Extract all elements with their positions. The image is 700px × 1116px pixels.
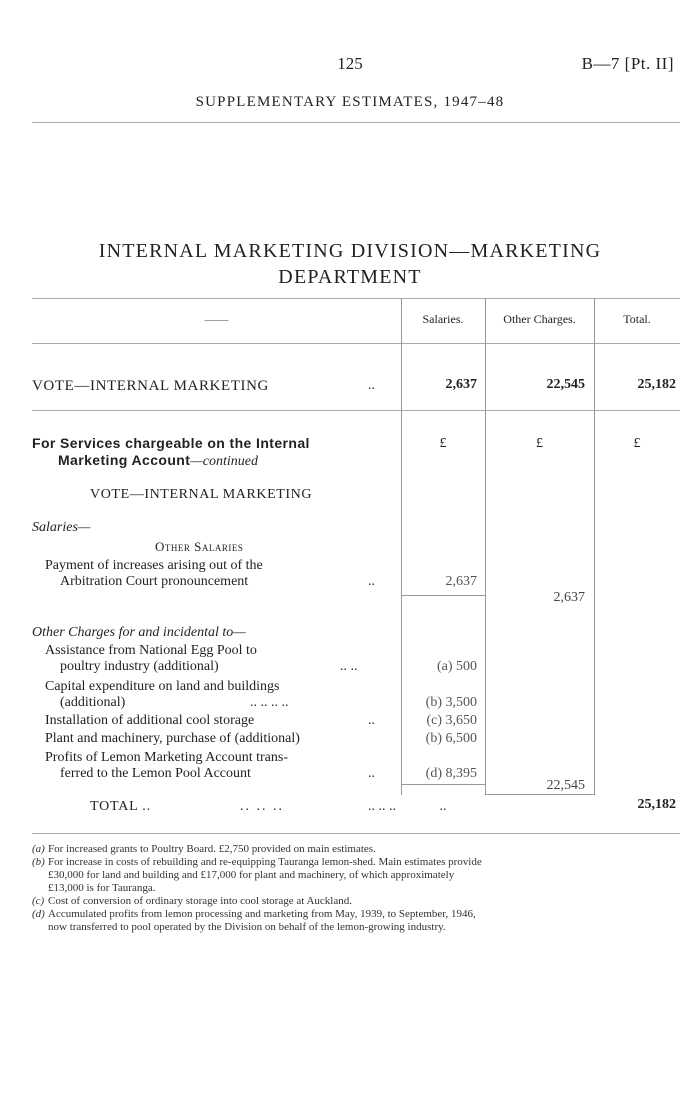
summary-total: 25,182 (637, 377, 676, 392)
salaries-item-line1: Payment of increases arising out of the (45, 558, 263, 573)
total-value: 25,182 (637, 797, 676, 812)
subtotal-rule (401, 784, 485, 785)
subtotal-rule (485, 794, 594, 795)
charge-item-line2: poultry industry (additional) (60, 659, 219, 674)
charge-item-line2: (additional) (60, 695, 126, 710)
charge-item-line1: Capital expenditure on land and buildings (45, 679, 280, 694)
charge-item-value: (d) 8,395 (425, 766, 477, 781)
currency-symbol: £ (536, 436, 543, 451)
page-title (0, 238, 700, 290)
salaries-item-line2: Arbitration Court pronouncement (60, 574, 249, 589)
leader-dots: .. (368, 766, 375, 781)
currency-symbol: £ (633, 436, 641, 451)
section-heading-line1: For Services chargeable on the Internal (32, 435, 310, 451)
leader-dots: .. .. .. (368, 799, 396, 814)
col-divider (594, 410, 595, 795)
subtotal-rule (401, 595, 485, 596)
charge-item-line1: Plant and machinery, purchase of (additional) (45, 731, 300, 746)
charge-item-line1: Installation of additional cool storage (45, 713, 255, 728)
charge-item-line1: Profits of Lemon Marketing Account trans- (45, 750, 289, 765)
col-header-total: Total. (623, 312, 651, 326)
total-label: TOTAL .. (90, 799, 151, 814)
currency-symbol: £ (439, 436, 447, 451)
footnote-a (32, 843, 376, 856)
vote-summary-label: VOTE—INTERNAL MARKETING (32, 378, 269, 394)
footnote-d-line2: now transferred to pool operated by the Division on behalf of the lemon-growing industry. (48, 921, 446, 933)
page-number: 125 (337, 54, 363, 73)
salaries-heading: Salaries— (32, 520, 91, 535)
footnote-mark: (b) (32, 856, 45, 868)
leader-dots: .. .. .. (240, 799, 284, 814)
charge-item-value: (a) 500 (436, 659, 477, 674)
continued-note: —continued (190, 454, 258, 469)
charge-item-value: (b) 3,500 (425, 695, 477, 710)
footnote-text: Accumulated profits from lemon processing and marketing from May, 1939, to September, 1946, (48, 908, 476, 920)
leader-dots: .. .. (340, 659, 358, 674)
other-charges-subtotal: 22,545 (546, 778, 585, 793)
title-line-2: DEPARTMENT (278, 266, 422, 288)
leader-dots: .. (368, 713, 375, 728)
footnote-text: For increase in costs of rebuilding and re-equipping Tauranga lemon-shed. Main estimates provide (48, 856, 482, 868)
charge-item-value: (c) 3,650 (426, 713, 477, 728)
table-header-rule (32, 343, 680, 344)
table-top-rule (32, 298, 680, 299)
footnote-b (32, 856, 482, 869)
vote-subheading: VOTE—INTERNAL MARKETING (90, 487, 313, 502)
charge-item-line2: ferred to the Lemon Pool Account (60, 766, 251, 781)
footnote-mark: (d) (32, 908, 45, 920)
footnote-text: For increased grants to Poultry Board. £2,750 provided on main estimates. (48, 843, 376, 855)
stub-header: —— (204, 312, 229, 326)
summary-salaries: 2,637 (445, 377, 477, 392)
footnote-mark: (c) (32, 895, 45, 907)
footnote-text: Cost of conversion of ordinary storage into cool storage at Auckland. (48, 895, 352, 907)
leader-dots: .. (368, 378, 375, 393)
footnote-c (32, 895, 352, 908)
footnote-b-line3: £13,000 is for Tauranga. (48, 882, 156, 894)
footnote-b-line2: £30,000 for land and building and £17,000 for plant and machinery, of which approximately (48, 869, 455, 881)
charge-item-value: (b) 6,500 (425, 731, 477, 746)
document-reference: B—7 [Pt. II] (581, 54, 674, 73)
salaries-item-value: 2,637 (445, 574, 477, 589)
title-line-1: INTERNAL MARKETING DIVISION—MARKETING (98, 240, 602, 262)
other-charges-heading: Other Charges for and incidental to— (32, 625, 246, 640)
leader-dots: .. .. .. .. (250, 695, 289, 710)
summary-other-charges: 22,545 (546, 377, 585, 392)
leader-dots: .. (368, 574, 375, 589)
total-salaries: .. (439, 799, 447, 814)
col-header-salaries: Salaries. (422, 312, 464, 326)
section-heading-account: Marketing Account (58, 452, 191, 468)
footnote-mark: (a) (32, 843, 45, 855)
footnote-d (32, 908, 476, 921)
table-summary-rule (32, 410, 680, 411)
running-head: SUPPLEMENTARY ESTIMATES, 1947–48 (195, 94, 505, 110)
table-bottom-rule (32, 833, 680, 834)
charge-item-line1: Assistance from National Egg Pool to (45, 643, 257, 658)
header-rule (32, 122, 680, 123)
salaries-subtotal: 2,637 (553, 590, 585, 605)
col-header-other-charges: Other Charges. (503, 312, 576, 326)
section-heading-line2 (58, 452, 258, 470)
other-salaries-subheading: Other Salaries (155, 539, 244, 554)
